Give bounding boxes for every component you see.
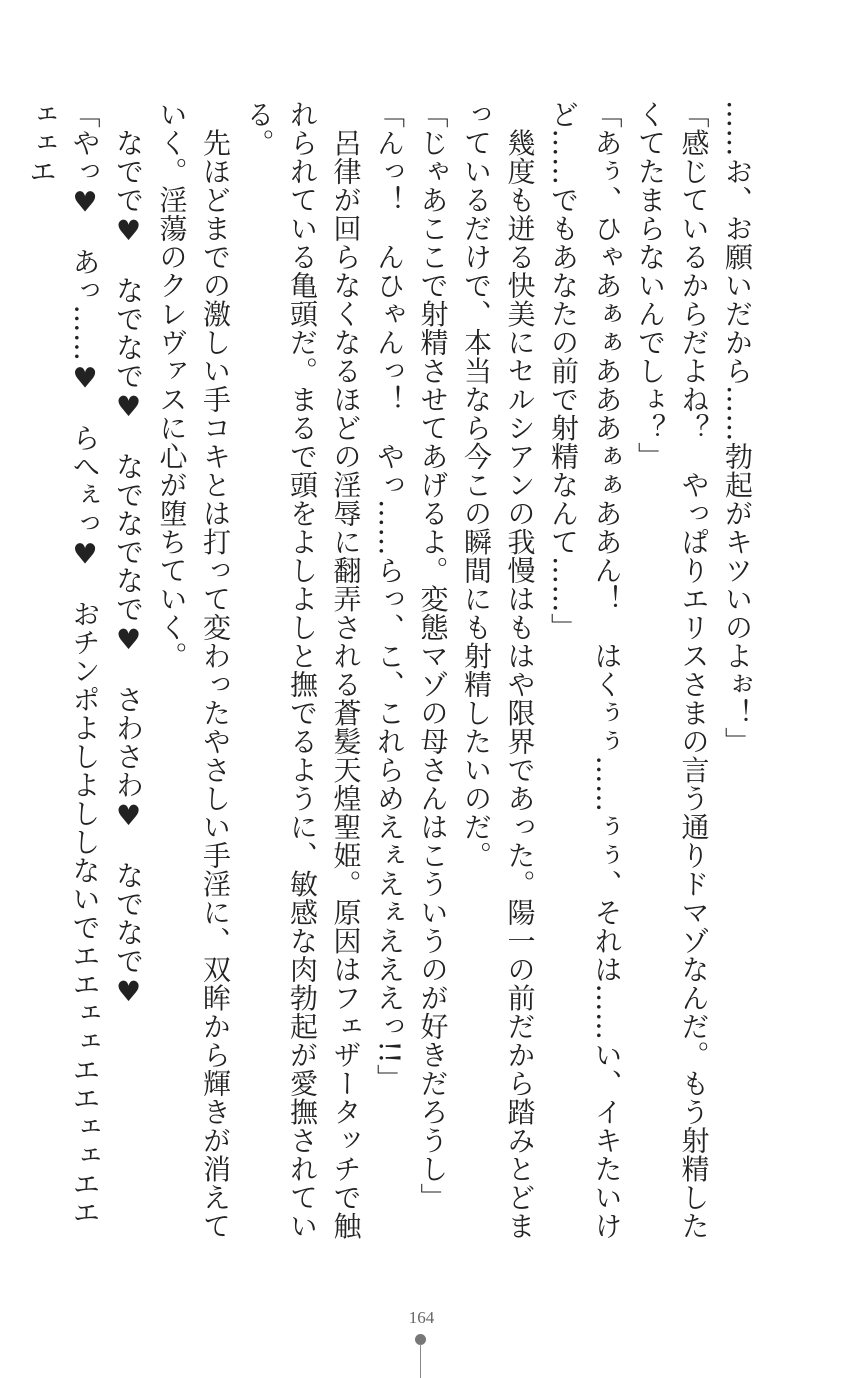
page-marker-line [420,1344,421,1378]
body-text [20,100,760,1250]
paragraph: 幾度も迸る快美にセルシアンの我慢はもはや限界であった。陽一の前だから踏みとどまっているだけで、本当なら今この瞬間にも射精したいのだ。 [460,100,537,1240]
paragraph: 「んっ！ んひゃんっ！ やっ……らっ、こ、これらめえぇえぇえええっ!!」 [373,100,406,1093]
paragraph: なでで♥ なでなで♥ なでなでなで♥ さわさわ♥ なでなで♥ [112,100,145,1009]
paragraph: 先ほどまでの激しい手コキとは打って変わったやさしい手淫に、双眸から輝きが消えていく。淫蕩のクレヴァスに心が堕ちていく。 [155,100,232,1240]
paragraph: 呂律が回らなくなるほどの淫辱に翻弄される蒼髪天煌聖姫。原因はフェザータッチで触れられている亀頭だ。まるで頭をよしよしと撫でるように、敏感な肉勃起が愛撫されている。 [242,100,363,1240]
paragraph: 「あぅ、ひゃあぁぁあああぁぁああん！ はくぅぅ……ぅぅ、それは……い、イキたいけど……でもあなたの前で射精なんて……」 [547,100,624,1240]
paragraph: ……お、お願いだから……勃起がキツいのよぉ！」 [721,100,754,756]
paragraph: 「感じているからだよね？ やっぱりエリスさまの言う通りドマゾなんだ。もう射精したくてたまらないんでしょ？」 [634,100,711,1240]
paragraph: 「やっ♥ あっ……♥ らへぇっ♥ おチンポよしよししないでエエェェエエェェエエェェエ [25,100,102,1227]
page-number: 164 [408,1308,435,1327]
paragraph: 「じゃあここで射精させてあげるよ。変態マゾの母さんはこういうのが好きだろうし」 [416,100,450,1212]
